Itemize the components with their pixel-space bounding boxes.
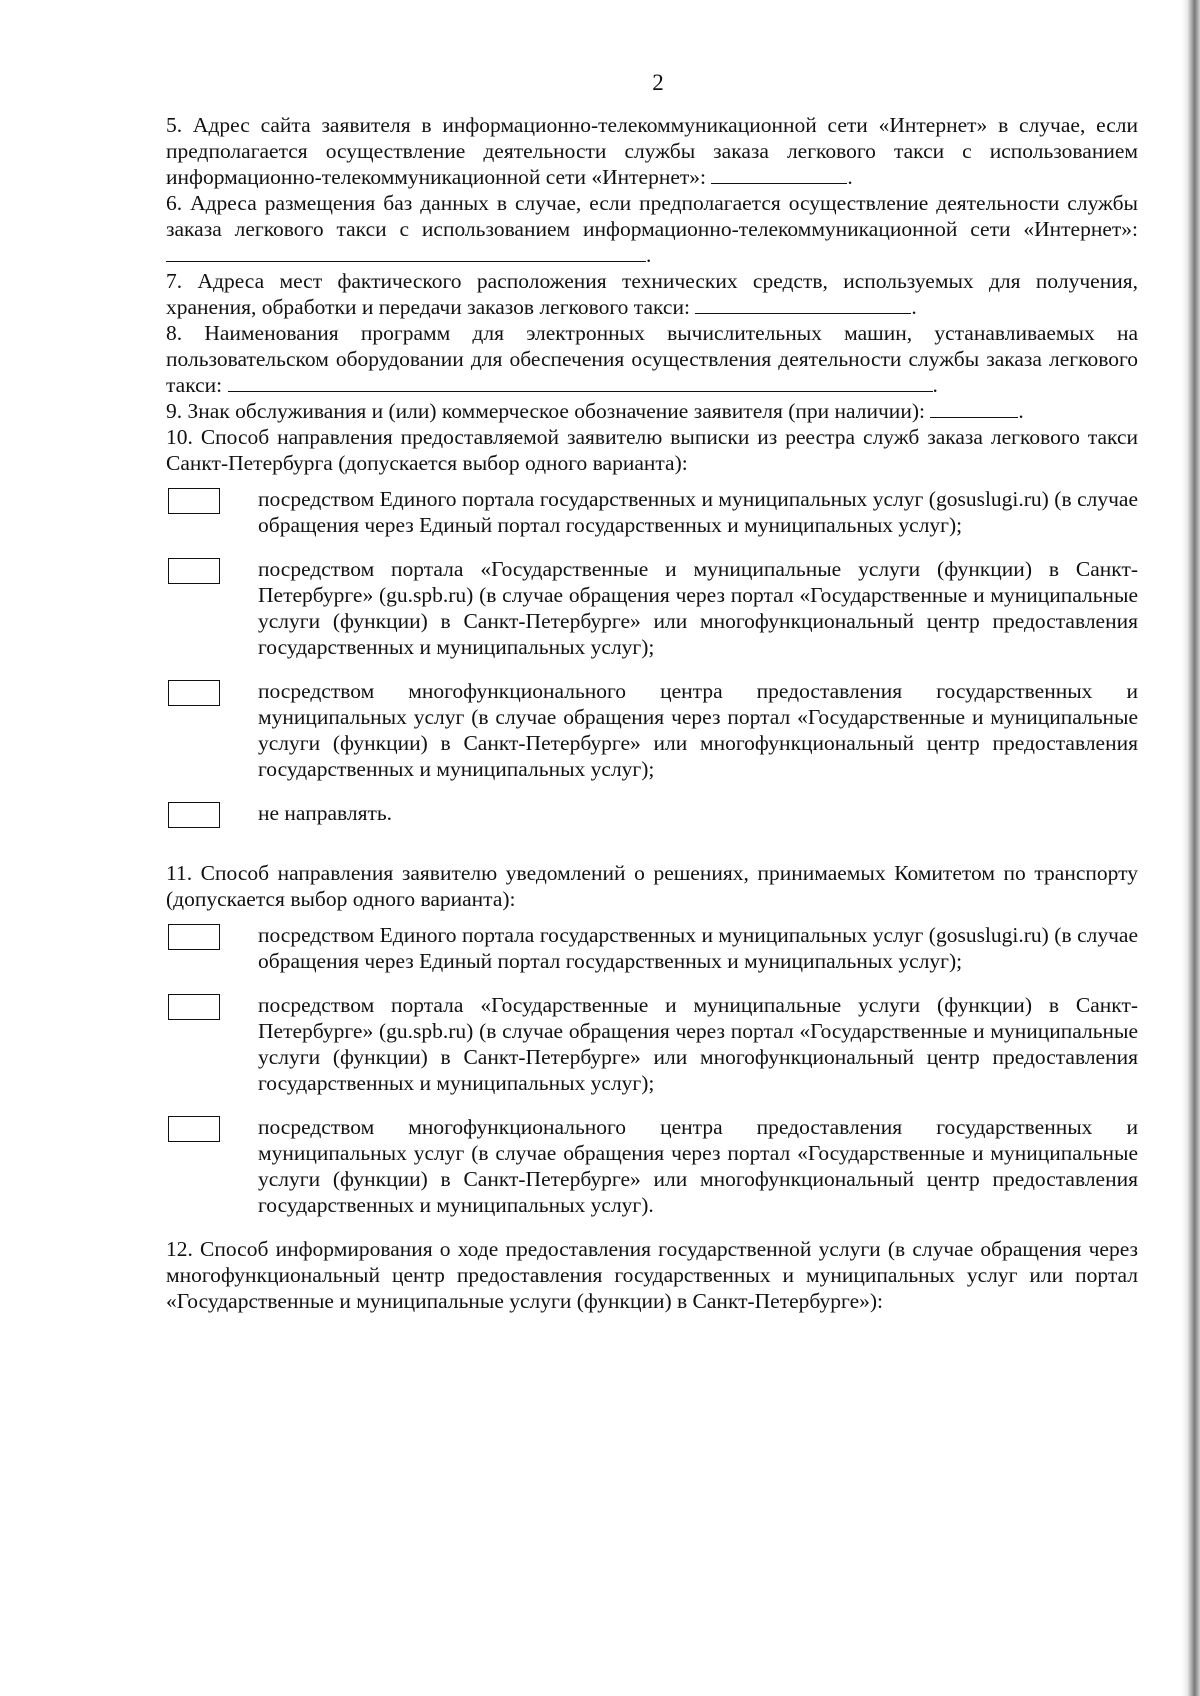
scan-edge-shadow	[1182, 0, 1200, 1696]
item-5-blank	[711, 165, 847, 184]
checkbox[interactable]	[168, 994, 220, 1020]
checkbox[interactable]	[168, 680, 220, 706]
item-6-text: 6. Адреса размещения баз данных в случае, если предполагается осуществление деятельности службы заказа легкового такси с использованием информационно-телекоммуникационной сети «Интернет»:	[166, 191, 1138, 241]
option-label: посредством многофункционального центра предоставления государственных и муниципальных услуг (в случае обращения через портал «Государственные и муниципальные услуги (функции) в Санкт-Петербурге» или многофункциональный центр предоставления государственных и муниципальных услуг);	[258, 679, 1138, 781]
item-10-option-gu-spb	[166, 556, 1138, 660]
item-7-text: 7. Адреса мест фактического расположения технических средств, используемых для получения, хранения, обработки и передачи заказов легкового такси:	[166, 269, 1138, 319]
item-7-blank	[695, 295, 911, 314]
item-11: 11. Способ направления заявителю уведомлений о решениях, принимаемых Комитетом по транспорту (допускается выбор одного варианта):	[166, 861, 1138, 911]
item-5-period: .	[847, 165, 853, 189]
item-9	[166, 398, 1138, 424]
option-label: посредством многофункционального центра предоставления государственных и муниципальных услуг (в случае обращения через портал «Государственные и муниципальные услуги (функции) в Санкт-Петербурге» или многофункциональный центр предоставления государственных и муниципальных услуг).	[258, 1115, 1138, 1217]
item-5	[166, 112, 1138, 190]
checkbox[interactable]	[168, 924, 220, 950]
item-11-options	[166, 922, 1138, 1218]
item-11-option-gu-spb	[166, 992, 1138, 1096]
checkbox[interactable]	[168, 558, 220, 584]
item-7	[166, 268, 1138, 320]
item-11-option-mfc	[166, 1114, 1138, 1218]
option-label: не направлять.	[258, 801, 393, 825]
item-5-text: 5. Адрес сайта заявителя в информационно-телекоммуникационной сети «Интернет» в случае, если предполагается осуществление деятельности службы заказа легкового такси с использованием информационно-телекоммуникационной сети «Интернет»:	[166, 113, 1138, 189]
item-10: 10. Способ направления предоставляемой заявителю выписки из реестра служб заказа легкового такси Санкт-Петербурга (допускается выбор одного варианта):	[166, 425, 1138, 475]
option-label: посредством портала «Государственные и муниципальные услуги (функции) в Санкт-Петербурге» (gu.spb.ru) (в случае обращения через портал «Государственные и муниципальные услуги (функции) в Санкт-Петербурге» или многофункциональный центр предоставления государственных и муниципальных услуг);	[258, 557, 1138, 659]
option-label: посредством Единого портала государственных и муниципальных услуг (gosuslugi.ru) (в случае обращения через Единый портал государственных и муниципальных услуг);	[258, 923, 1138, 973]
item-8-blank	[228, 373, 933, 392]
checkbox[interactable]	[168, 488, 220, 514]
item-9-period: .	[1018, 399, 1024, 423]
item-10-option-mfc	[166, 678, 1138, 782]
item-9-text: 9. Знак обслуживания и (или) коммерческое обозначение заявителя (при наличии):	[166, 399, 925, 423]
item-6	[166, 190, 1138, 268]
item-10-options	[166, 486, 1138, 826]
item-8	[166, 320, 1138, 398]
document-body	[166, 112, 1138, 1314]
option-label: посредством портала «Государственные и муниципальные услуги (функции) в Санкт-Петербурге» (gu.spb.ru) (в случае обращения через портал «Государственные и муниципальные услуги (функции) в Санкт-Петербурге» или многофункциональный центр предоставления государственных и муниципальных услуг);	[258, 993, 1138, 1095]
item-10-option-none	[166, 800, 1138, 826]
item-8-period: .	[932, 373, 938, 397]
item-11-option-gosuslugi	[166, 922, 1138, 974]
item-6-period: .	[646, 243, 652, 267]
item-7-period: .	[911, 295, 917, 319]
checkbox[interactable]	[168, 1116, 220, 1142]
item-6-blank	[166, 243, 646, 262]
checkbox[interactable]	[168, 802, 220, 828]
item-10-option-gosuslugi	[166, 486, 1138, 538]
option-label: посредством Единого портала государственных и муниципальных услуг (gosuslugi.ru) (в случае обращения через Единый портал государственных и муниципальных услуг);	[258, 487, 1138, 537]
page-number: 2	[652, 70, 664, 95]
item-8-text: 8. Наименования программ для электронных вычислительных машин, устанавливаемых на пользовательском оборудовании для обеспечения осуществления деятельности службы заказа легкового такси:	[166, 321, 1138, 397]
item-9-blank	[930, 399, 1018, 418]
item-12: 12. Способ информирования о ходе предоставления государственной услуги (в случае обращения через многофункциональный центр предоставления государственных и муниципальных услуг или портал «Государственные и муниципальные услуги (функции) в Санкт-Петербурге»):	[166, 1237, 1138, 1313]
